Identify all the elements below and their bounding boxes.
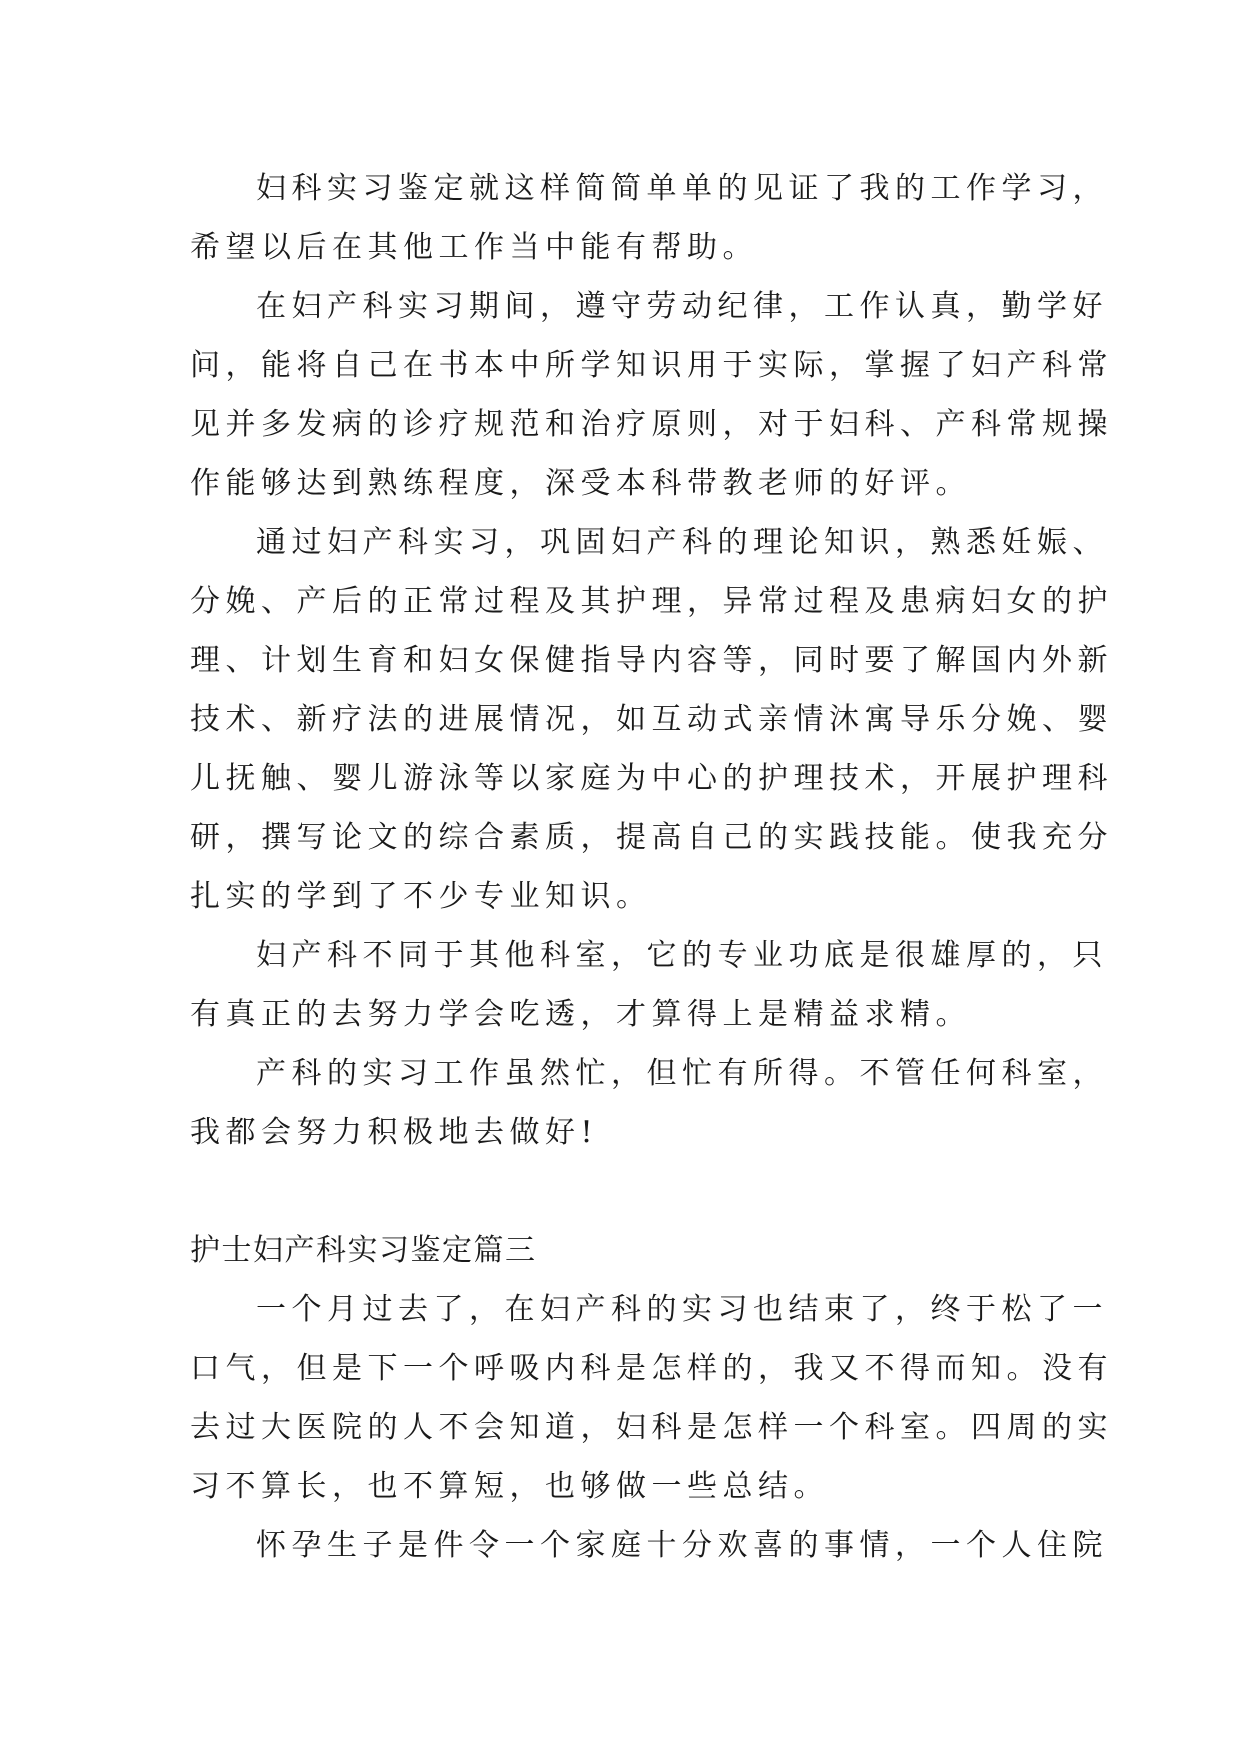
paragraph-line: 习不算长，也不算短，也够做一些总结。 xyxy=(190,1469,829,1504)
document-body xyxy=(190,159,1113,1575)
paragraph-line: 通过妇产科实习，巩固妇产科的理论知识，熟悉妊娠、 xyxy=(256,525,1108,560)
paragraph-line: 有真正的去努力学会吃透，才算得上是精益求精。 xyxy=(190,997,971,1032)
section-heading: 护士妇产科实习鉴定篇三 xyxy=(190,1233,537,1268)
paragraph-line: 妇产科不同于其他科室，它的专业功底是很雄厚的，只 xyxy=(256,938,1108,973)
paragraph-line: 在妇产科实习期间，遵守劳动纪律，工作认真，勤学好 xyxy=(256,289,1108,324)
paragraph-line: 妇科实习鉴定就这样简简单单的见证了我的工作学习， xyxy=(256,171,1108,206)
paragraph-line: 儿抚触、婴儿游泳等以家庭为中心的护理技术，开展护理科 xyxy=(190,761,1113,796)
paragraph-line: 分娩、产后的正常过程及其护理，异常过程及患病妇女的护 xyxy=(190,584,1113,619)
paragraph-line: 技术、新疗法的进展情况，如互动式亲情沐寓导乐分娩、婴 xyxy=(190,702,1113,737)
paragraph-line: 理、计划生育和妇女保健指导内容等，同时要了解国内外新 xyxy=(190,643,1113,678)
paragraph-line: 作能够达到熟练程度，深受本科带教老师的好评。 xyxy=(190,466,971,501)
paragraph-line: 一个月过去了，在妇产科的实习也结束了，终于松了一 xyxy=(256,1292,1108,1327)
paragraph-line: 去过大医院的人不会知道，妇科是怎样一个科室。四周的实 xyxy=(190,1410,1113,1445)
paragraph-line: 见并多发病的诊疗规范和治疗原则，对于妇科、产科常规操 xyxy=(190,407,1113,442)
paragraph-line: 我都会努力积极地去做好! xyxy=(190,1115,599,1150)
paragraph-line: 希望以后在其他工作当中能有帮助。 xyxy=(190,230,758,265)
paragraph-line: 产科的实习工作虽然忙，但忙有所得。不管任何科室， xyxy=(256,1056,1108,1091)
paragraph-line: 研，撰写论文的综合素质，提高自己的实践技能。使我充分 xyxy=(190,820,1113,855)
section-gap xyxy=(190,1162,1060,1221)
paragraph-line: 口气，但是下一个呼吸内科是怎样的，我又不得而知。没有 xyxy=(190,1351,1113,1386)
paragraph-line: 怀孕生子是件令一个家庭十分欢喜的事情，一个人住院 xyxy=(256,1528,1108,1563)
paragraph-line: 问，能将自己在书本中所学知识用于实际，掌握了妇产科常 xyxy=(190,348,1113,383)
paragraph-line: 扎实的学到了不少专业知识。 xyxy=(190,879,652,914)
